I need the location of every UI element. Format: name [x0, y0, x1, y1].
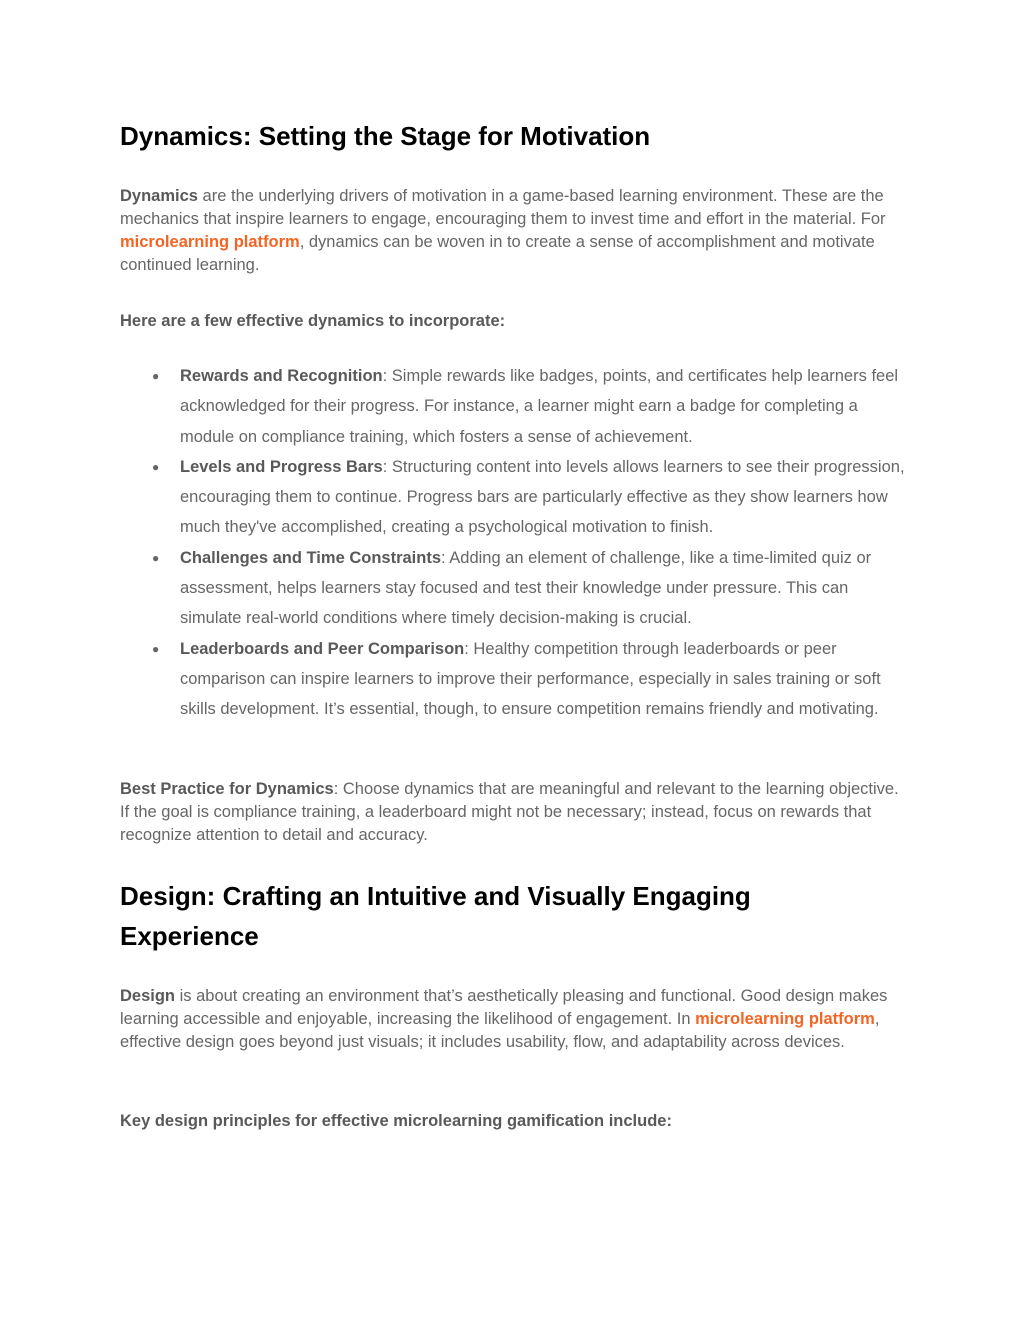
dynamics-intro-text-b: , dynamics can be woven in to create a sense of accomplishment and motivate continued learning.	[120, 233, 875, 274]
design-intro-paragraph	[120, 985, 910, 1054]
design-intro-text-a: is about creating an environment that’s aesthetically pleasing and functional. Good design makes learning accessible and enjoyable, increasing the likelihood of engagement. In	[120, 987, 888, 1028]
best-practice-text: : Choose dynamics that are meaningful and relevant to the learning objective. If the goal is compliance training, a leaderboard might not be necessary; instead, focus on rewards that recognize attention to detail and accuracy.	[120, 780, 899, 844]
design-term: Design	[120, 987, 176, 1005]
list-item-text: : Adding an element of challenge, like a time-limited quiz or assessment, helps learners stay focused and test their knowledge under pressure. This can simulate real-world conditions where timely decision-making is crucial.	[180, 548, 872, 628]
bullet-icon: ●	[152, 369, 160, 383]
section-heading-dynamics: Dynamics: Setting the Stage for Motivation	[120, 121, 651, 151]
list-item	[120, 361, 910, 452]
dynamics-list-heading-text: Here are a few effective dynamics to incorporate:	[120, 312, 506, 330]
list-item	[120, 452, 910, 543]
design-intro-text-b: , effective design goes beyond just visuals; it includes usability, flow, and adaptability across devices.	[120, 1010, 880, 1051]
best-practice-paragraph	[120, 778, 910, 847]
bullet-icon: ●	[152, 550, 160, 565]
microlearning-platform-link[interactable]: microlearning platform	[695, 1010, 875, 1028]
list-item-title: Rewards and Recognition	[180, 367, 383, 385]
list-item-text: : Healthy competition through leaderboards or peer comparison can inspire learners to improve their performance, especially in sales training or soft skills development. It’s essential, though, to ensure competition remains friendly and motivating.	[180, 639, 881, 719]
design-list-heading-text: Key design principles for effective microlearning gamification include:	[120, 1112, 672, 1130]
list-item-title: Levels and Progress Bars	[180, 457, 383, 476]
list-item	[120, 634, 910, 725]
dynamics-term: Dynamics	[120, 187, 198, 205]
dynamics-intro-text-a: are the underlying drivers of motivation in a game-based learning environment. These are the mechanics that inspire learners to engage, encouraging them to invest time and effort in the material. For	[120, 187, 886, 228]
dynamics-intro-paragraph	[120, 185, 910, 277]
dynamics-list	[120, 361, 910, 725]
list-item-title: Leaderboards and Peer Comparison	[180, 639, 465, 658]
dynamics-list-heading	[120, 310, 910, 333]
bullet-icon: ●	[152, 641, 160, 656]
design-list-heading	[120, 1110, 910, 1133]
section-heading-design	[120, 876, 751, 956]
list-item-title: Challenges and Time Constraints	[180, 548, 442, 567]
best-practice-term: Best Practice for Dynamics	[120, 780, 334, 798]
microlearning-platform-link[interactable]: microlearning platform	[120, 233, 300, 251]
list-item-text: : Simple rewards like badges, points, and certificates help learners feel acknowledged for their progress. For instance, a learner might earn a badge for completing a module on compliance training, which fosters a sense of achievement.	[180, 367, 899, 446]
list-item-text: : Structuring content into levels allows learners to see their progression, encouraging them to continue. Progress bars are particularly effective as they show learners how much they've accomplished, creating a psychological motivation to finish.	[180, 457, 905, 537]
design-heading-line1: Design: Crafting an Intuitive and Visually Engaging	[120, 881, 751, 911]
list-item	[120, 543, 910, 634]
bullet-icon: ●	[152, 459, 160, 474]
design-heading-line2: Experience	[120, 921, 259, 951]
